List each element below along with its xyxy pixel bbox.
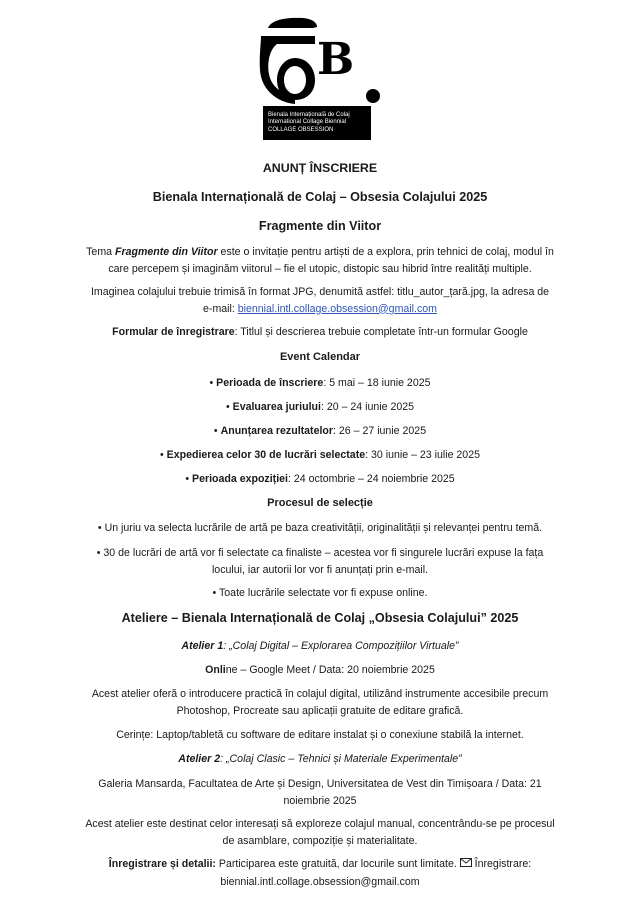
selection-item: • Toate lucrările selectate vor fi expuse online.	[212, 587, 428, 599]
bullet: •	[209, 377, 214, 389]
atelier1-label: Atelier 1	[181, 640, 224, 652]
submission-email-link[interactable]: biennial.intl.collage.obsession@gmail.com	[237, 302, 437, 315]
calendar-item-label: Anunțarea rezultatelor	[220, 425, 334, 437]
atelier2-venue	[60, 776, 580, 809]
atelier1-desc-line2: Photoshop, Procreate sau aplicații gratuite de editare grafică.	[176, 704, 464, 717]
calendar-item	[60, 375, 580, 392]
atelier2-title	[60, 751, 580, 768]
registration-email[interactable]: biennial.intl.collage.obsession@gmail.com	[220, 875, 420, 888]
atelier2-desc-line1: Acest atelier este destinat celor interesați să exploreze colajul manual, concentrându-se pe procesul	[85, 818, 555, 830]
submission-line1: Imaginea colajului trebuie trimisă în format JPG, denumită astfel: titlu_autor_țară.jpg, la adresa de	[90, 286, 550, 298]
atelier1-mode-bold: Onli	[205, 664, 226, 676]
bullet: •	[225, 401, 230, 413]
theme-title: Fragmente din Viitor	[258, 219, 382, 233]
selection-item2-line1: • 30 de lucrări de artă vor fi selectate ca finaliste – acestea vor fi singurele lucrări expuse la fața	[96, 547, 544, 559]
event-title: Bienala Internațională de Colaj – Obsesia Colajului 2025	[152, 190, 488, 204]
calendar-item	[60, 471, 580, 488]
atelier2-venue-line1: Galeria Mansarda, Facultatea de Arte și Design, Universitatea de Vest din Timișoara / Data: 21	[98, 778, 542, 790]
selection-item2-line2: locului, iar autorii lor vor fi anunțați prin e-mail.	[211, 563, 429, 576]
calendar-item-value: : 24 octombrie – 24 noiembrie 2025	[287, 473, 455, 485]
envelope-icon	[460, 857, 472, 874]
atelier2-venue-line2: noiembrie 2025	[283, 794, 357, 807]
registration-line1	[60, 856, 580, 874]
calendar-item-label: Perioada de înscriere	[216, 377, 324, 389]
bullet: •	[185, 473, 190, 485]
intro-line1	[60, 244, 580, 261]
selection-item: • Un juriu va selecta lucrările de artă pe baza creativității, originalității și relevanței pentru temă.	[97, 522, 543, 534]
calendar-item	[60, 423, 580, 440]
logo-caption	[268, 112, 388, 134]
atelier1-requirements: Cerințe: Laptop/tabletă cu software de editare instalat și o conexiune stabilă la internet.	[116, 729, 524, 741]
atelier2-label: Atelier 2	[178, 753, 221, 765]
atelier1-title	[60, 638, 580, 655]
form-text: : Titlul și descrierea trebuie completate într-un formular Google	[234, 326, 528, 338]
selection-title: Procesul de selecție	[267, 497, 373, 509]
selection-item	[60, 545, 580, 578]
registration-text2: Înregistrare:	[471, 858, 532, 870]
form-line	[60, 324, 580, 341]
intro-line1-rest: este o invitație pentru artiști de a explora, prin tehnici de colaj, modul în	[217, 246, 554, 258]
bullet: •	[213, 425, 218, 437]
logo-caption-line1: Bienala Internațională de Colaj	[268, 112, 350, 118]
atelier1-description	[60, 686, 580, 719]
calendar-item-value: : 20 – 24 iunie 2025	[320, 401, 415, 413]
atelier1-mode	[60, 662, 580, 679]
calendar-item-label: Expedierea celor 30 de lucrări selectate	[166, 449, 366, 461]
calendar-item-value: : 26 – 27 iunie 2025	[333, 425, 427, 437]
calendar-item	[60, 399, 580, 416]
atelier1-mode-rest: ne – Google Meet / Data: 20 noiembrie 2025	[225, 664, 435, 676]
announcement-heading: ANUNȚ ÎNSCRIERE	[262, 161, 378, 175]
atelier1-name: : „Colaj Digital – Explorarea Compozițiilor Virtuale”	[223, 640, 459, 652]
calendar-item-value: : 30 iunie – 23 iulie 2025	[365, 449, 480, 461]
submission-paragraph	[60, 284, 580, 317]
calendar-item-value: : 5 mai – 18 iunie 2025	[323, 377, 431, 389]
registration-text: Participarea este gratuită, dar locurile sunt limitate.	[215, 858, 460, 870]
svg-text:B: B	[317, 34, 355, 85]
submission-line2	[60, 301, 580, 318]
atelier1-desc-line1: Acest atelier oferă o introducere practică în colajul digital, utilizând instrumente accesibile precum	[91, 688, 549, 700]
intro-paragraph	[60, 244, 580, 277]
workshops-title: Ateliere – Bienala Internațională de Colaj „Obsesia Colajului” 2025	[121, 611, 519, 625]
registration-paragraph	[60, 856, 580, 890]
atelier2-name: : „Colaj Clasic – Tehnici și Materiale Experimentale”	[220, 753, 462, 765]
intro-theme-name: Fragmente din Viitor	[114, 246, 218, 258]
logo-caption-line2: International Collage Biennial	[268, 119, 347, 126]
registration-label: Înregistrare și detalii:	[108, 858, 216, 870]
calendar-item-label: Evaluarea juriului	[232, 401, 321, 413]
atelier2-desc-line2: de asamblare, compoziție și materialitate.	[222, 834, 418, 847]
form-label: Formular de înregistrare	[112, 326, 235, 338]
calendar-title: Event Calendar	[279, 351, 361, 363]
calendar-item	[60, 447, 580, 464]
bullet: •	[160, 449, 164, 461]
logo-caption-line3: COLLAGE OBSESSION	[268, 126, 334, 133]
atelier2-description	[60, 816, 580, 849]
submission-email-prefix: e-mail:	[203, 302, 238, 315]
intro-prefix: Tema	[86, 246, 115, 258]
calendar-item-label: Perioada expoziției	[192, 473, 288, 485]
intro-line2: care percepem și imaginăm viitorul – fie el utopic, distopic sau hibrid între realități multiple.	[108, 262, 532, 275]
